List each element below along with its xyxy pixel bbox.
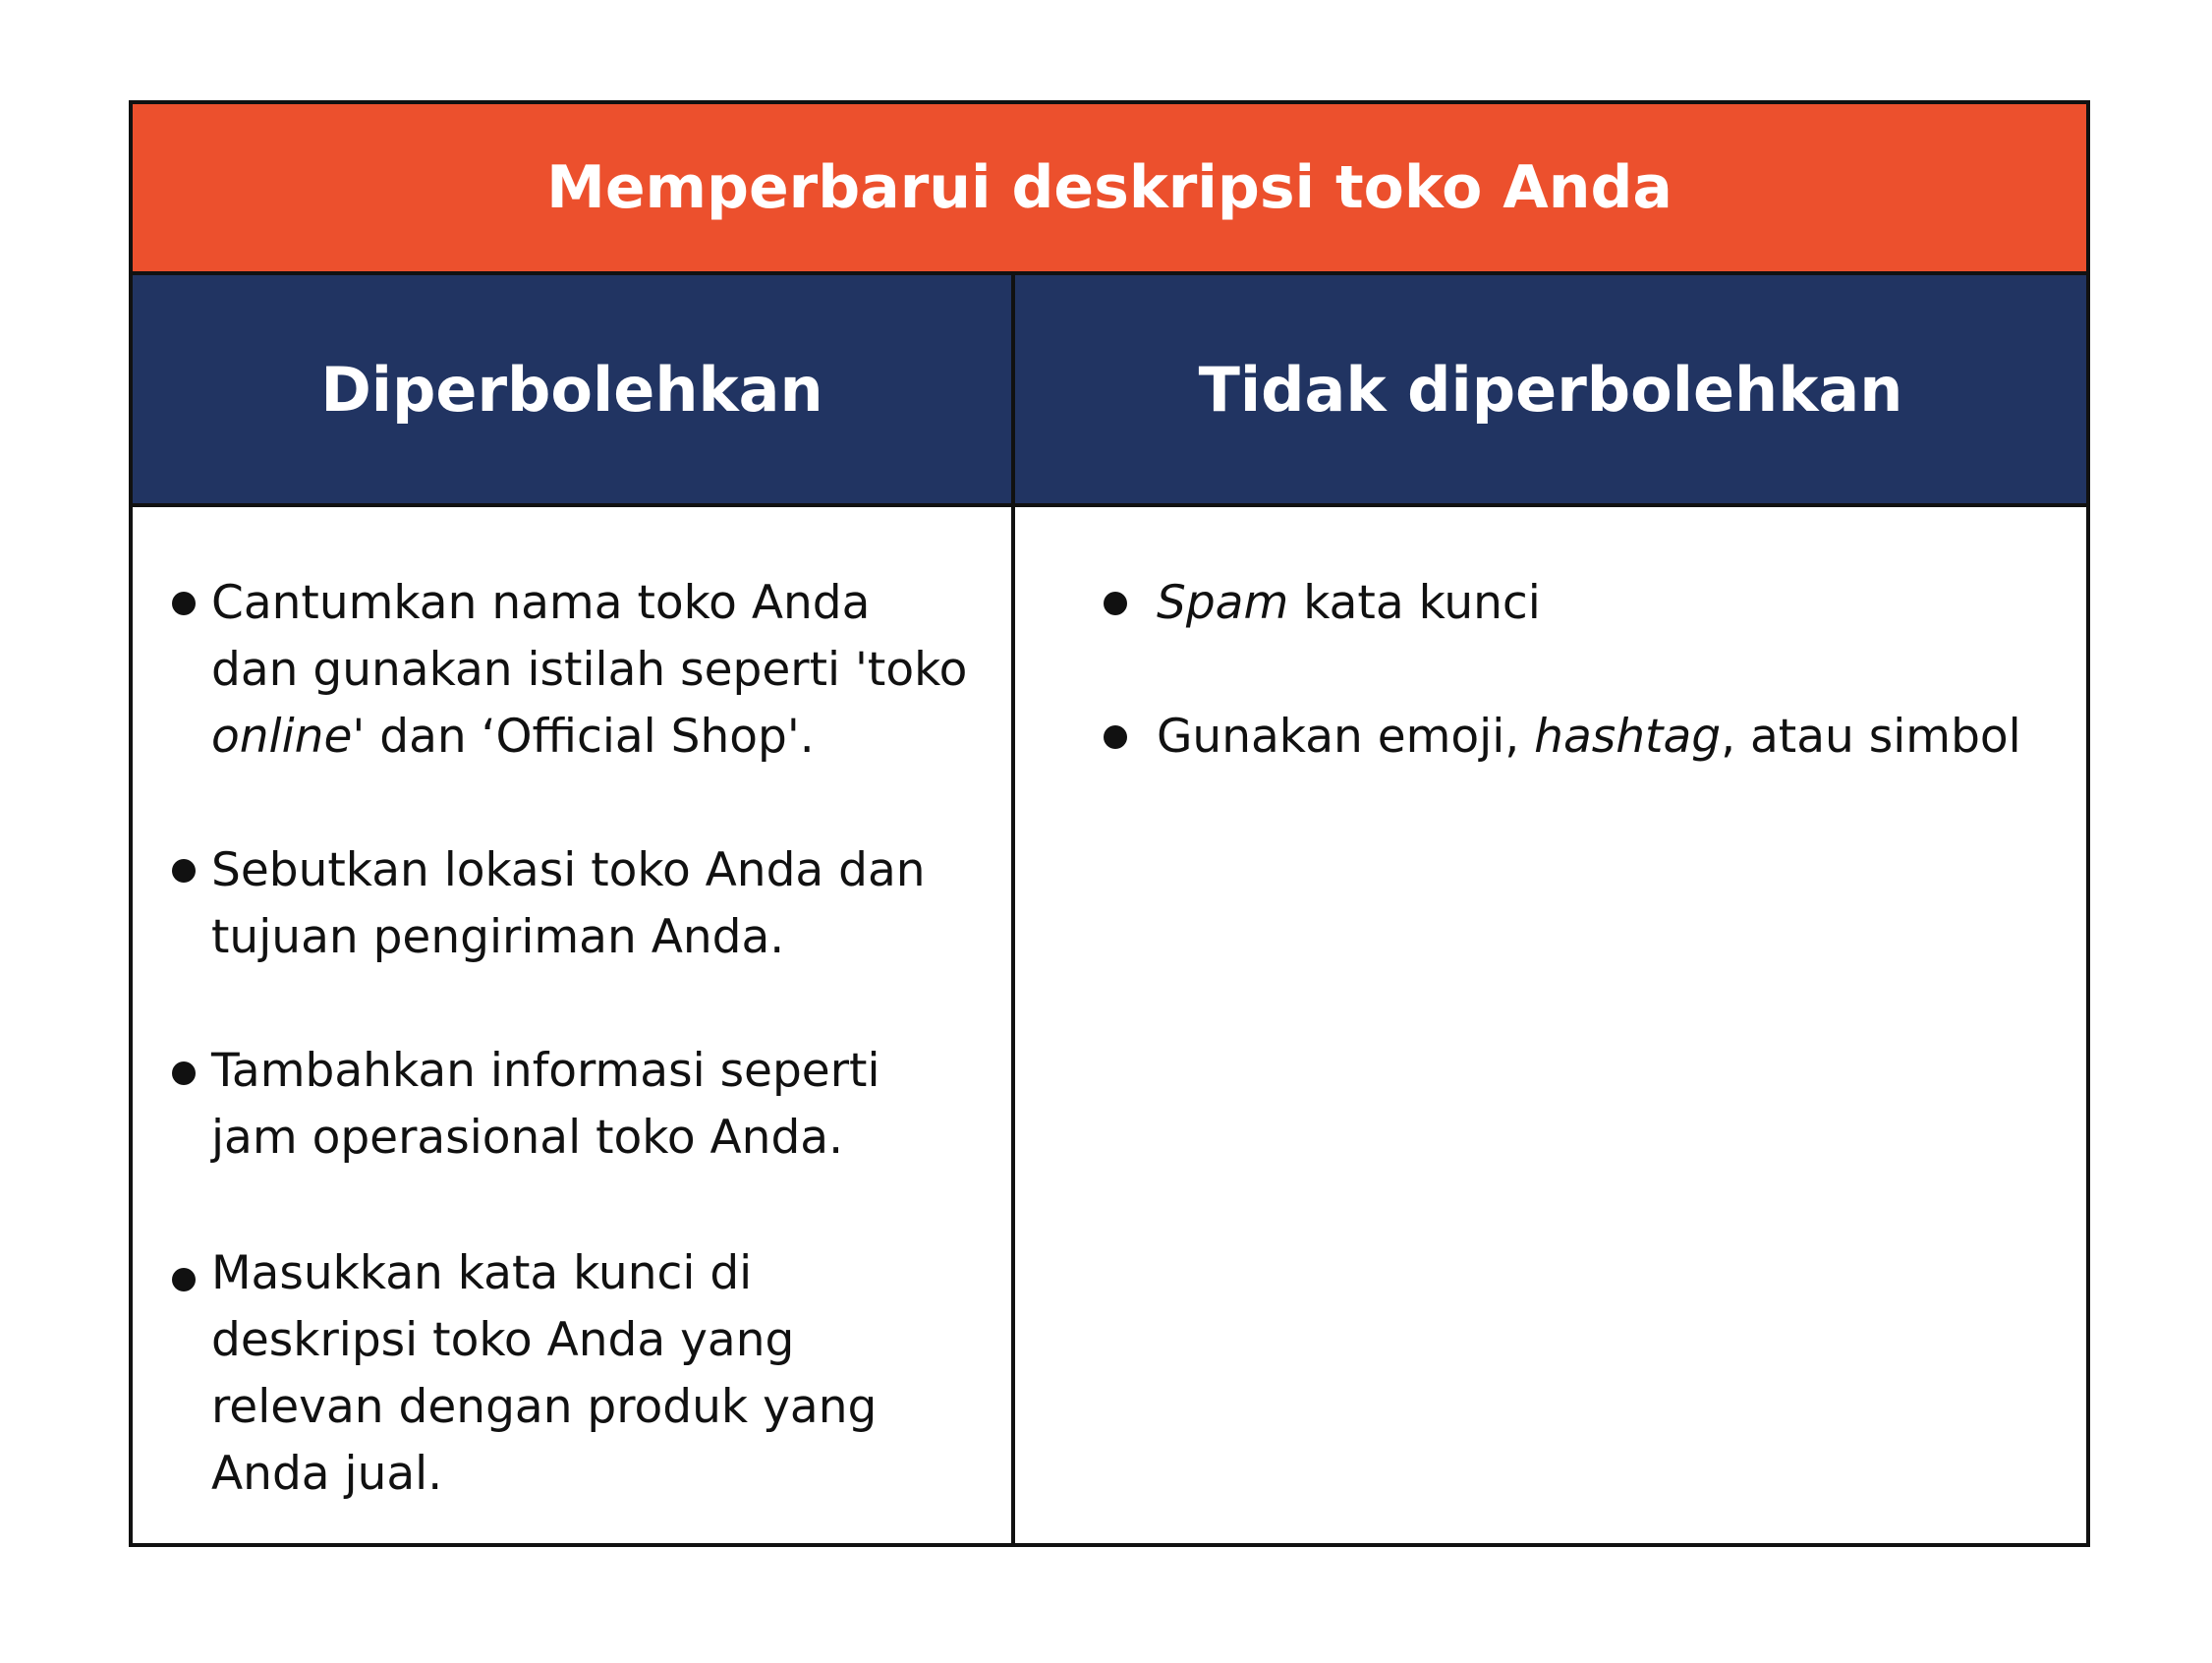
item-line: jam operasional toko Anda. xyxy=(211,1111,844,1165)
italic-term: hashtag xyxy=(1534,710,1722,764)
bullet-icon xyxy=(172,1268,196,1291)
item-line: tujuan pengiriman Anda. xyxy=(211,910,785,964)
item-line: deskripsi toko Anda yang xyxy=(211,1313,795,1367)
not-allowed-column-header: Tidak diperbolehkan xyxy=(1015,275,2086,507)
item-line: Sebutkan lokasi toko Anda dan xyxy=(211,843,926,897)
bullet-icon xyxy=(1104,725,1127,749)
item-line: dan gunakan istilah seperti 'toko xyxy=(211,643,968,697)
allowed-item-1 xyxy=(211,570,967,771)
italic-term: online xyxy=(211,710,353,764)
item-line: relevan dengan produk yang xyxy=(211,1380,878,1434)
bullet-icon xyxy=(172,1061,196,1085)
item-line: Cantumkan nama toko Anda xyxy=(211,576,871,630)
item-line: Anda jual. xyxy=(211,1447,443,1501)
italic-term: Spam xyxy=(1157,576,1289,630)
bullet-icon xyxy=(172,592,196,615)
item-line: Masukkan kata kunci di xyxy=(211,1246,753,1300)
bullet-icon xyxy=(1104,592,1127,615)
bullet-icon xyxy=(172,859,196,883)
item-text: kata kunci xyxy=(1288,576,1541,630)
guideline-table xyxy=(129,100,2090,1547)
item-text: Gunakan emoji, xyxy=(1157,710,1535,764)
not-allowed-item-1 xyxy=(1157,570,1541,637)
allowed-item-4 xyxy=(211,1240,877,1508)
allowed-list xyxy=(133,507,1015,1543)
not-allowed-list xyxy=(1015,507,2086,1543)
allowed-item-2 xyxy=(211,837,926,971)
item-text: , atau simbol xyxy=(1721,710,2021,764)
not-allowed-item-2 xyxy=(1157,704,2021,771)
allowed-column-header: Diperbolehkan xyxy=(133,275,1015,507)
allowed-item-3 xyxy=(211,1038,880,1172)
item-line: Tambahkan informasi seperti xyxy=(211,1044,880,1098)
table-title: Memperbarui deskripsi toko Anda xyxy=(133,104,2086,275)
item-text: ' dan ‘Official Shop'. xyxy=(352,710,815,764)
item-line xyxy=(211,704,967,771)
